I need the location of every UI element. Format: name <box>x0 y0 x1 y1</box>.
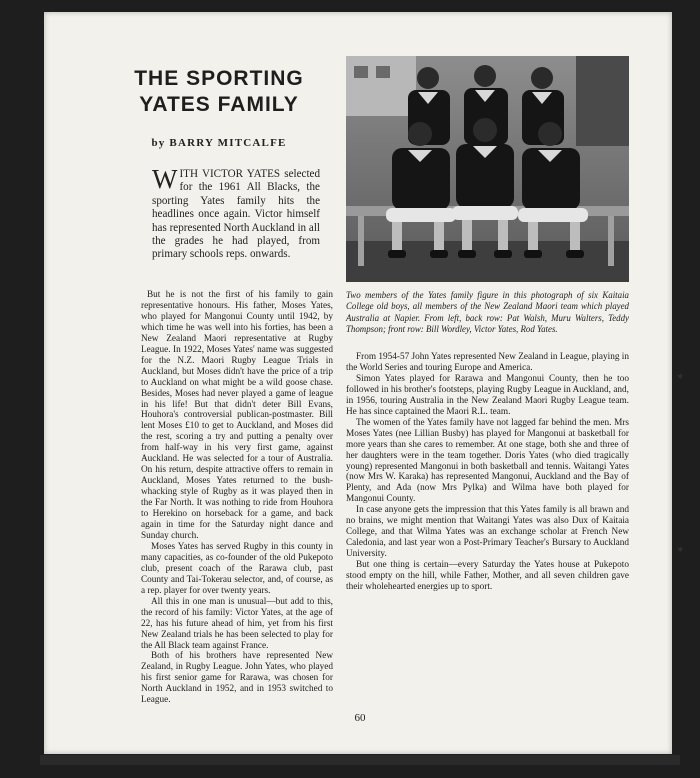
paragraph: But one thing is certain—every Saturday the Yates house at Pukepoto stood empty on the hill, while Father, Mother, and all seven children gave their wholehearted energies up to sport. <box>346 560 629 593</box>
page-number: 60 <box>354 712 366 724</box>
right-text-column <box>346 352 629 593</box>
left-text-column <box>141 290 333 706</box>
byline: by BARRY MITCALFE <box>151 137 287 149</box>
drop-cap: W <box>152 164 178 194</box>
intro-smallcaps: ITH VICTOR YATES <box>179 168 281 180</box>
photo-caption: Two members of the Yates family figure in this photograph of six Kaitaia College old boys, all members of the New Zealand Maori team which played Australia at Napier. From left, back row: Pat Walsh, Muru Walters, Teddy Thompson; front row: Bill Wordley, Victor Yates, Rod Yates. <box>346 290 629 335</box>
paragraph: In case anyone gets the impression that this Yates family is all brawn and no brains, we might mention that Waitangi Yates was also Dux of Kaitaia College, and that Wilma Yates was an exchange scholar at French New Caledonia, and last year won a Post-Primary Teacher's Bursary to Auckland University. <box>346 505 629 560</box>
paragraph: From 1954-57 John Yates represented New Zealand in League, playing in the World Series and touring Europe and America. <box>346 352 629 373</box>
intro-paragraph <box>152 164 320 262</box>
team-photo-illustration <box>346 56 629 282</box>
title-line-1: THE SPORTING <box>134 67 304 90</box>
title-line-2: YATES FAMILY <box>139 93 299 116</box>
paragraph: But he is not the first of his family to gain representative honours. His father, Moses Yates, who played for Mangonui County until 1942, by which time he was well into his forties, has been a New Zealand Maori representative at Rugby League. In 1922, Moses Yates' name was suggested for the N.Z. Maori Rugby League Trials in Auckland, but Moses didn't have the price of a trip to Auckland on what might be a wild goose chase. Besides, Moses had never played a game of league in his life! But that didn't deter Bill Evans, Houhora's controversial publican-postmaster. Bill lent Moses £10 to get to Auckland, and Moses did the rest, scoring a try and putting a penalty over from half-way in his very first game, against Auckland. He was selected for a tour of Australia. On his return, despite attractive offers to remain in Auckland, Moses Yates returned to the bush-whacking style of Rugby as it was played then in the Far North. It was nothing to ride from Houhora to Herekino on horseback for a game, and back again in time for the Saturday night dance and Sunday church. <box>141 290 333 541</box>
article-title <box>94 66 344 118</box>
team-photograph <box>346 56 629 282</box>
paragraph: The women of the Yates family have not lagged far behind the men. Mrs Moses Yates (nee Lillian Busby) has played for Mangonui at basketball for more years than she cares to remember. At one stage, both she and three of her daughters were in the team together. Doris Yates (who died tragically young) represented Mangonui in both basketball and tennis. Waitangi Yates (now Mrs W. Karaka) has represented Mangonui, Auckland and the Bay of Plenty, and Ada (now Mrs Pylka) and Wilma have both played for Mangonui County. <box>346 417 629 505</box>
scan-margin-mark-icon: ✶ <box>676 372 685 383</box>
paragraph: All this in one man is unusual—but add to this, the record of his family: Victor Yates, at the age of 22, has his future ahead of him, yet from his first New Zealand trials he has been selected to play for the All Black team against France. <box>141 596 333 651</box>
scan-margin-mark-icon: ✶ <box>676 545 685 556</box>
scan-bottom-edge <box>40 755 680 765</box>
paragraph: Simon Yates played for Rarawa and Mangonui County, then he too followed in his brother's footsteps, playing Rugby League in Auckland, and, in 1956, touring Australia in the New Zealand Maori Rugby League team. He has since captained the Maori R.L. team. <box>346 373 629 417</box>
paragraph: Moses Yates has served Rugby in this county in many capacities, as co-founder of the old Pukepoto club, present coach of the Rarawa club, past County and Tai-Tokerau selector, and, of course, as a rep. player for over twenty years. <box>141 541 333 596</box>
paragraph: Both of his brothers have represented New Zealand, in Rugby League. John Yates, who played his first senior game for Rarawa, was chosen for North Auckland in 1952, and in 1953 switched to League. <box>141 651 333 706</box>
intro-text: selected for the 1961 All Blacks, the sporting Yates family hits the headlines once again. Victor himself has represented North Auckland in all the grades he had played, from primary schools reps. onwards. <box>152 168 320 261</box>
